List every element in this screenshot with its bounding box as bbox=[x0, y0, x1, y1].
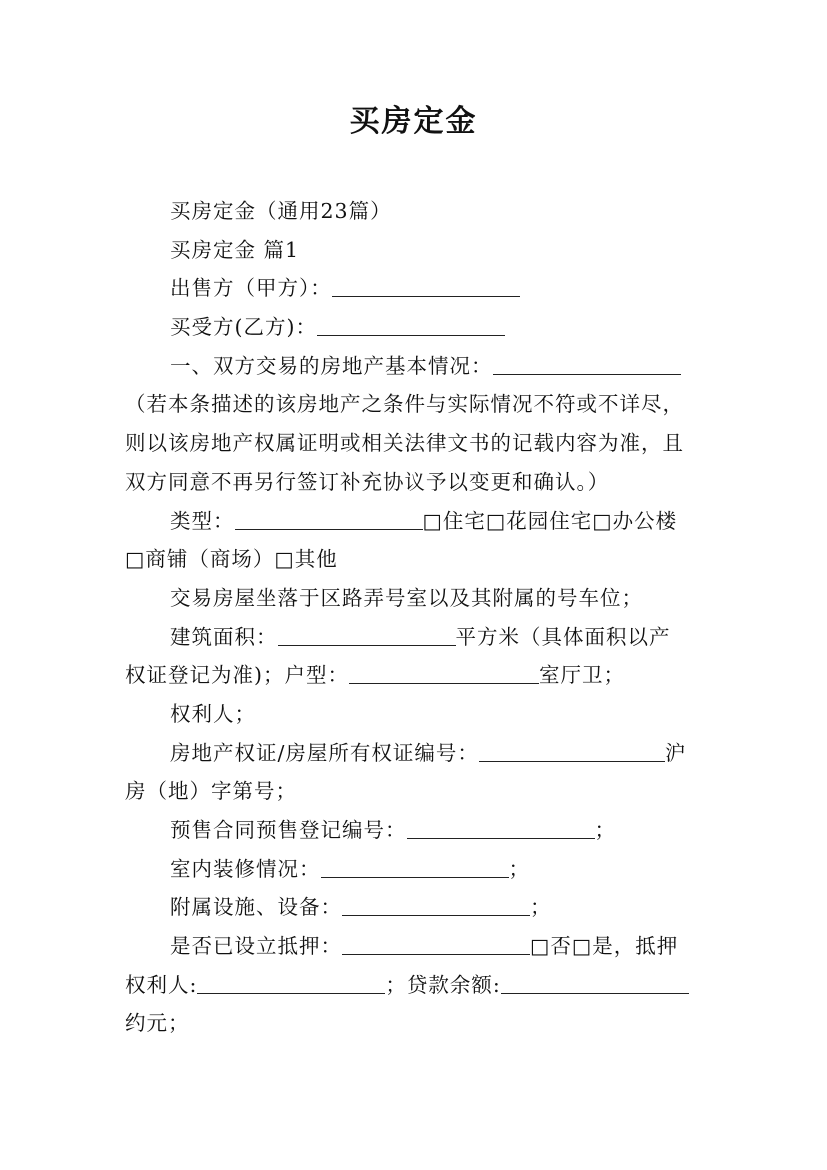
type-options: □住宅□花园住宅□办公楼 bbox=[422, 508, 678, 533]
paragraph-line bbox=[125, 463, 710, 502]
line-text: 双方同意不再另行签订补充协议予以变更和确认。） bbox=[125, 469, 610, 494]
line-text: 则以该房地产权属证明或相关法律文书的记载内容为准，且 bbox=[125, 431, 684, 456]
paragraph-line bbox=[125, 772, 710, 811]
line-text: 房（地）字第号； bbox=[125, 779, 297, 804]
presale-suffix: ； bbox=[594, 818, 616, 842]
type-blank bbox=[235, 507, 423, 530]
line-text: 买房定金 篇1 bbox=[170, 237, 300, 262]
presale-blank bbox=[407, 816, 595, 839]
type-options-line bbox=[125, 540, 710, 579]
mortgage-line bbox=[125, 927, 710, 966]
document-title: 买房定金 bbox=[349, 104, 478, 139]
paragraph-line bbox=[125, 579, 710, 618]
mortgagee-line bbox=[125, 966, 710, 1005]
seller-blank bbox=[332, 274, 520, 297]
paragraph-line bbox=[125, 695, 710, 734]
layout-label: 权证登记为准)；户型： bbox=[125, 663, 349, 688]
type-line bbox=[125, 502, 710, 541]
line-text: 交易房屋坐落于区路弄号室以及其附属的号车位； bbox=[170, 585, 643, 610]
area-suffix: 平方米（具体面积以产 bbox=[455, 624, 671, 649]
paragraph-line bbox=[125, 385, 710, 424]
type-label: 类型： bbox=[170, 508, 235, 533]
facilities-line bbox=[125, 888, 710, 927]
line-text: （若本条描述的该房地产之条件与实际情况不符或不详尽， bbox=[125, 392, 684, 417]
certificate-label: 房地产权证/房屋所有权证编号： bbox=[170, 740, 479, 765]
seller-line bbox=[125, 269, 710, 308]
loan-balance-label: ；贷款余额: bbox=[385, 972, 501, 997]
certificate-line bbox=[125, 734, 710, 773]
facilities-label: 附属设施、设备： bbox=[170, 895, 342, 920]
facilities-suffix: ； bbox=[530, 895, 552, 920]
property-info-blank bbox=[493, 352, 681, 375]
line-text: 权利人； bbox=[170, 701, 256, 726]
layout-blank bbox=[349, 661, 539, 684]
layout-line bbox=[125, 656, 710, 695]
presale-label: 预售合同预售登记编号： bbox=[170, 818, 407, 842]
decoration-label: 室内装修情况： bbox=[170, 856, 321, 881]
mortgage-label: 是否已设立抵押： bbox=[170, 934, 342, 959]
layout-suffix: 室厅卫； bbox=[539, 663, 625, 688]
paragraph-line bbox=[125, 424, 710, 463]
paragraph-line bbox=[125, 1004, 710, 1043]
paragraph-line bbox=[125, 231, 710, 270]
buyer-blank bbox=[317, 313, 505, 336]
certificate-suffix: 沪 bbox=[664, 740, 687, 765]
decoration-blank bbox=[321, 855, 509, 878]
mortgagee-blank bbox=[197, 971, 385, 994]
seller-label: 出售方（甲方）： bbox=[170, 276, 332, 301]
mortgagee-label: 权利人: bbox=[125, 972, 198, 997]
line-text: 约元； bbox=[125, 1011, 190, 1036]
decoration-suffix: ； bbox=[508, 856, 530, 881]
mortgage-blank bbox=[342, 932, 530, 955]
loan-balance-blank bbox=[501, 971, 689, 994]
line-text: 买房定金（通用23篇） bbox=[170, 199, 392, 223]
area-label: 建筑面积： bbox=[170, 624, 278, 649]
area-line bbox=[125, 618, 710, 657]
property-info-label: 一、双方交易的房地产基本情况： bbox=[170, 353, 493, 378]
decoration-line bbox=[125, 850, 710, 889]
certificate-blank bbox=[479, 739, 665, 762]
line-text: □商铺（商场）□其他 bbox=[125, 547, 338, 572]
buyer-line bbox=[125, 308, 710, 347]
facilities-blank bbox=[342, 893, 530, 916]
document-body bbox=[125, 192, 710, 1043]
property-info-line bbox=[125, 347, 710, 386]
buyer-label: 买受方(乙方)： bbox=[170, 315, 317, 340]
presale-line bbox=[125, 811, 710, 850]
paragraph-line bbox=[125, 192, 710, 231]
mortgage-options: □否□是，抵押 bbox=[530, 934, 679, 959]
area-blank bbox=[278, 623, 456, 646]
